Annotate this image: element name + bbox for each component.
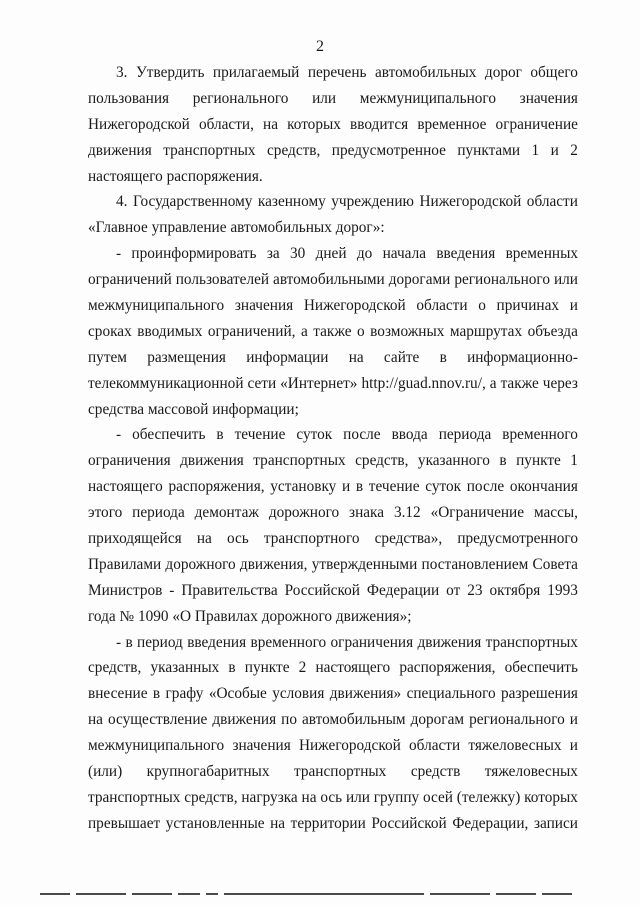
word: Нижегородской [88,115,190,133]
word: по [281,711,297,729]
word: движения [212,711,277,729]
word: в [216,426,224,444]
word: разрешения [501,685,578,703]
word: настоящего [88,478,163,496]
word: нагрузка [241,788,298,806]
text-line [88,526,578,552]
word: настоящего [315,659,391,677]
text-line [88,604,578,630]
text-line [88,733,578,759]
word: или [345,788,370,806]
word: регионального [469,711,565,729]
word: настоящего [88,167,163,185]
word: превышает [88,814,161,832]
word: ограничений [88,271,172,289]
word: автомобильных [374,64,477,81]
word: массы, [533,504,578,522]
word: пользователей [175,271,270,289]
word: причинах [496,297,560,315]
word: перечень [307,64,367,81]
word: дней [315,245,347,263]
word: Правилами [88,555,162,573]
word: средств, [88,659,142,677]
word: за [266,245,280,263]
word: области [416,297,468,315]
word: транспортного [263,530,360,548]
word: Федерации, [452,814,529,832]
word: 3. [116,64,128,81]
word: периода [132,504,185,522]
word: или [553,271,578,289]
word: 1 [531,141,540,159]
text-line [88,630,578,656]
word: года [88,607,116,625]
word: автомобильными [273,271,385,289]
word: дорожного [261,607,332,625]
text-line [88,655,578,681]
word: сети [247,374,277,392]
word: октября [489,581,541,599]
word: межмуниципального [359,89,496,107]
word: общего [530,64,578,81]
text-line [88,448,578,474]
word: введения [436,245,496,263]
word: движения»; [335,607,412,625]
text-line [88,371,578,397]
word: временных [505,245,578,263]
word: Нижегородской [419,193,522,211]
word: тяжеловесных [484,763,578,781]
paragraph-bullet-2 [88,422,578,629]
word: ограничения [330,633,414,651]
paragraph-bullet-1 [88,241,578,422]
word: или [312,89,337,107]
document-body [88,60,578,837]
word: и [569,297,578,315]
word: осуществление [108,711,208,729]
text-line [88,267,578,293]
word: Российской [284,581,360,599]
word: значения [519,89,578,107]
word: а [489,374,497,392]
word: объезда [527,322,578,340]
text-line [88,707,578,733]
word: дорожного [268,504,340,522]
word: области [409,737,461,755]
word: дорог [484,64,522,81]
text-line [88,759,578,785]
word: распоряжения, [168,478,265,496]
text-line [88,552,578,578]
word: Федерации [366,581,440,599]
text-line [88,241,578,267]
word: временного [250,633,327,651]
word: на [301,788,317,806]
word: № [119,607,135,625]
word: временного [502,426,578,444]
word: транспортных [163,141,256,159]
word: распоряжения, [399,659,496,677]
word: 1090 [137,607,169,625]
text-line [88,397,578,423]
word: Совета [532,555,578,573]
word: Государственному [132,193,253,211]
word: значения [232,737,291,755]
word: суток [425,478,462,496]
word: «Главное [88,219,148,237]
word: - [116,426,122,444]
word: управление [151,219,227,237]
word: графу [165,685,204,703]
word: и [569,711,578,729]
word: ввода [391,426,428,444]
word: проинформировать [131,245,257,263]
word: на [348,348,364,366]
word: предусмотренного [457,530,578,548]
word: значения [234,297,294,315]
word: массовой [147,400,209,418]
word: http://guad.nnov.ru/, [361,374,486,392]
word: суток [296,426,333,444]
word: средства», [374,530,443,548]
word: (тележку) [456,788,521,806]
word: знака [349,504,385,522]
word: Правительства [181,581,278,599]
word: после [466,478,505,496]
word: в [228,659,236,677]
text-line [88,500,578,526]
word: о [357,322,365,340]
word: а [300,322,308,340]
word: ось [320,788,343,806]
word: транспортных [485,633,578,651]
word: движения [180,452,244,470]
word: области [526,193,578,211]
word: Министров [88,581,163,599]
word: движения [417,633,482,651]
word: Российской [371,814,447,832]
word: осей [422,788,453,806]
word: сайте [383,348,420,366]
word: автомобильных [230,219,332,237]
word: в [439,348,447,366]
text-line [88,785,578,811]
word: до [356,245,373,263]
word: средств, [355,452,409,470]
text-line [88,422,578,448]
text-line [88,811,578,837]
word: и [569,737,578,755]
word: окончания [509,478,578,496]
word: и [342,478,351,496]
word: течение [368,478,420,496]
word: Утвердить [135,64,205,81]
text-line [88,578,578,604]
word: на [263,115,278,133]
word: 1993 [547,581,578,599]
word: дорожного [165,555,236,573]
word: ограничений, [207,322,296,340]
word: транспортных [88,788,181,806]
word: также [500,374,539,392]
word: 3.12 [393,504,421,522]
word: крупногабаритных [146,763,270,781]
word: введения [187,633,247,651]
word: указанных [150,659,220,677]
word: Нижегородской [303,297,406,315]
word: утвержденными [311,555,418,573]
text-line [88,138,578,164]
word: ограничения [88,452,171,470]
word: информации [246,348,329,366]
text-line [88,60,578,86]
word: период [137,633,183,651]
word: «Интернет» [280,374,358,392]
word: - [116,245,122,263]
scan-edge-artifact [40,893,600,896]
word: 23 [467,581,483,599]
text-line [88,474,578,500]
word: в [125,633,133,651]
word: дорогам [410,711,465,729]
word: - [116,633,122,651]
word: условия [272,685,325,703]
word: возможных [370,322,445,340]
word: 1 [570,452,578,470]
word: записи [533,814,578,832]
text-line [88,345,578,371]
word: регионального [454,271,550,289]
text-line [88,112,578,138]
word: на [270,814,286,832]
page-number: 2 [316,38,324,55]
word: средств [410,763,461,781]
word: информации; [212,400,299,418]
word: автомобильным [302,711,406,729]
word: 4. [116,193,128,211]
word: также [313,322,352,340]
word: - [169,581,175,599]
word: через [542,374,578,392]
word: средства [88,400,145,418]
word: сроках [88,322,132,340]
word: (или) [88,763,123,781]
word: тяжеловесных [468,737,562,755]
word: размещения [147,348,226,366]
word: на [196,530,212,548]
word: временное [417,115,487,133]
word: «Ограничение [430,504,525,522]
word: «Особые [208,685,267,703]
word: «О [172,607,192,625]
paragraph-item-4 [88,189,578,241]
word: путем [88,348,127,366]
word: группу [373,788,420,806]
text-line [88,293,578,319]
word: средств, [267,141,321,159]
word: пункте [244,659,290,677]
word: средств, [184,788,238,806]
word: движения [88,141,152,159]
word: вводимых [137,322,203,340]
word: учреждению [331,193,414,211]
word: Правилах [194,607,258,625]
word: 30 [289,245,306,263]
word: движения» [329,685,402,703]
word: обеспечить [504,659,578,677]
word: начала [382,245,426,263]
word: специального [406,685,496,703]
word: в [499,452,507,470]
word: пунктами [457,141,521,159]
word: о [478,297,486,315]
word: которых [524,788,578,806]
text-line [88,164,578,190]
word: обеспечить [132,426,206,444]
paragraph-bullet-3 [88,630,578,837]
word: 2 [298,659,307,677]
word: в [152,685,161,703]
word: прилагаемый [212,64,300,81]
word: которых [287,115,341,133]
word: пользования [88,89,170,107]
word: межмуниципального [88,737,225,755]
word: маршрутах [449,322,523,340]
word: постановлением [421,555,529,573]
paragraph-item-3 [88,60,578,189]
text-line [88,319,578,345]
text-line [88,86,578,112]
word: территории [290,814,366,832]
word: казенному [257,193,326,211]
word: транспортных [293,763,387,781]
word: дорогами [388,271,451,289]
word: предусмотренное [331,141,446,159]
word: телекоммуникационной [88,374,244,392]
word: 2 [570,141,578,159]
word: регионального [192,89,289,107]
word: транспортных [253,452,346,470]
word: установку [270,478,337,496]
word: в [355,478,364,496]
word: и [550,141,559,159]
word: течение [234,426,286,444]
word: этого [88,504,123,522]
word: указанного [417,452,490,470]
word: демонтаж [194,504,259,522]
word: дорог»: [335,219,385,237]
word: вводится [350,115,409,133]
word: движения, [239,555,308,573]
word: области, [198,115,254,133]
word: на [88,711,103,729]
word: внесение [88,685,148,703]
word: периода [438,426,492,444]
word: после [343,426,381,444]
word: Нижегородской [298,737,401,755]
text-line [88,189,578,215]
word: установленные [165,814,265,832]
word: межмуниципального [88,297,225,315]
text-line [88,681,578,707]
word: информационно- [467,348,578,366]
word: ось [226,530,249,548]
word: ограничение [495,115,578,133]
word: приходящейся [88,530,182,548]
word: распоряжения. [166,167,263,185]
word: пункте [516,452,561,470]
text-line [88,215,578,241]
word: от [446,581,461,599]
